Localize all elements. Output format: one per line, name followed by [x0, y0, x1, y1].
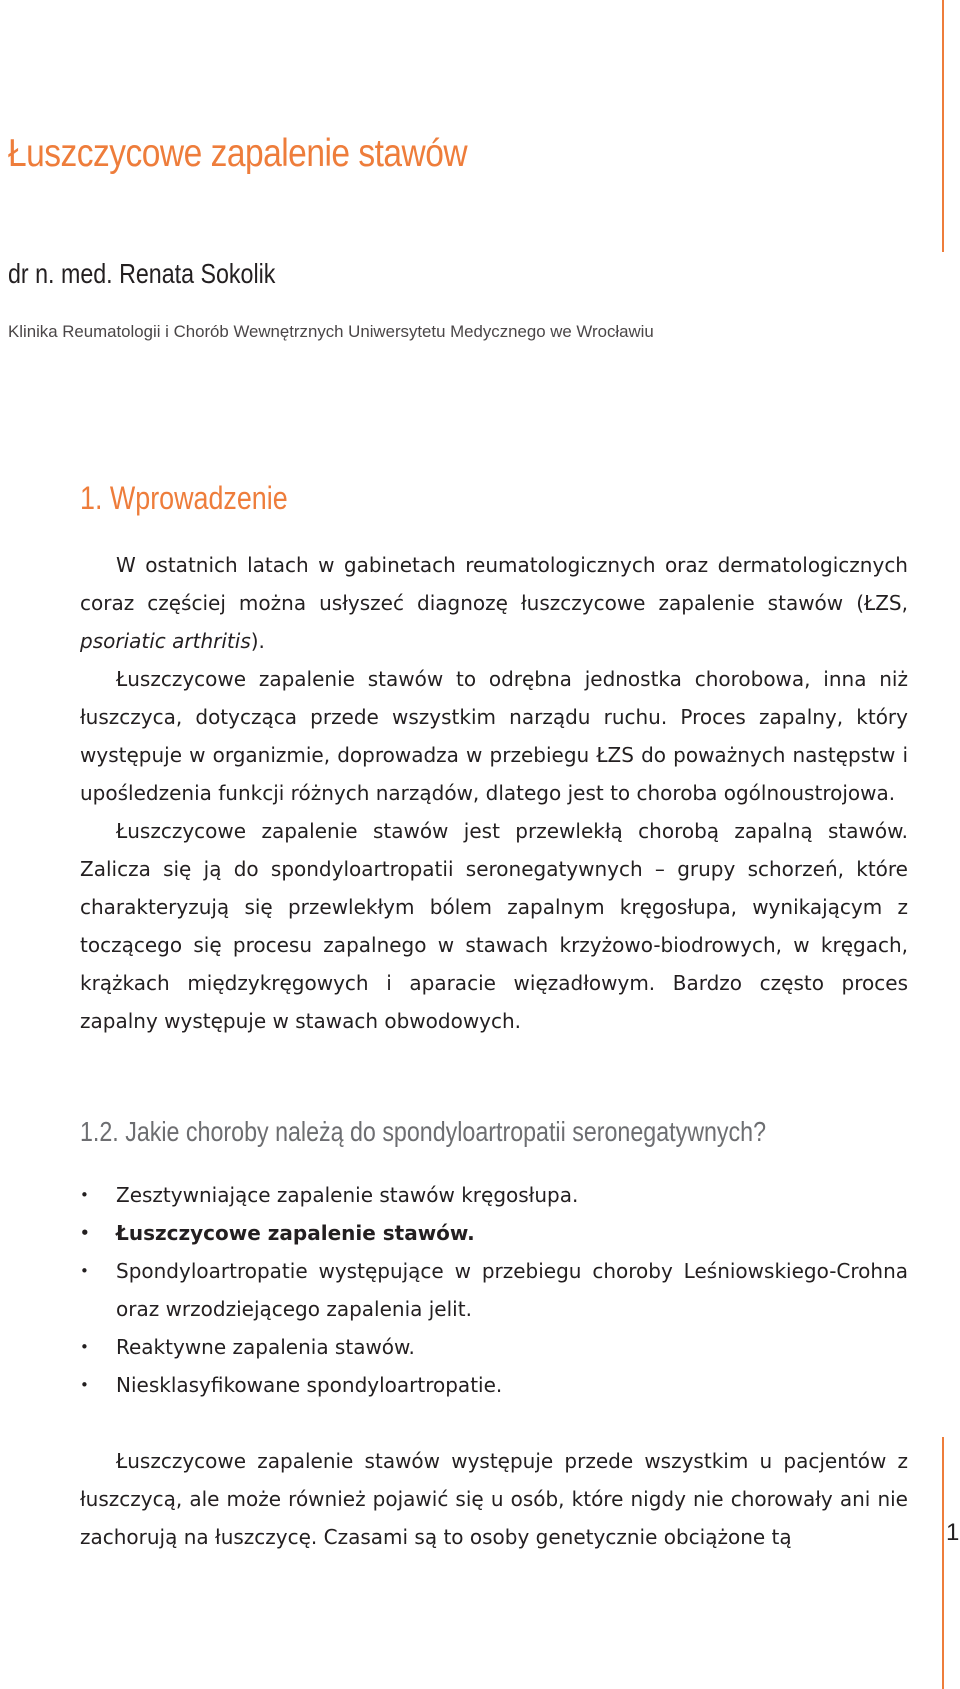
spondyloarthropathy-list [80, 1176, 908, 1404]
list-item-highlighted: • Łuszczycowe zapalenie stawów. [80, 1214, 908, 1252]
page-title: Łuszczycowe zapalenie stawów [8, 132, 468, 175]
page-number: 1 [946, 1519, 960, 1546]
author-affiliation: Klinika Reumatologii i Chorób Wewnętrznych Uniwersytetu Medycznego we Wrocławiu [8, 322, 654, 341]
list-item: • Spondyloartropatie występujące w przebiegu choroby Leśniowskiego-Crohna oraz wrzodziejącego zapalenia jelit. [80, 1252, 908, 1328]
intro-paragraph-1-end: ). [250, 629, 265, 653]
intro-paragraph-1-text: W ostatnich latach w gabinetach reumatologicznych oraz dermatologicznych coraz częściej można usłyszeć diagnozę łuszczycowe zapalenie stawów (ŁZS, [80, 553, 908, 615]
list-item: • Niesklasyfikowane spondyloartropatie. [80, 1366, 908, 1404]
author-name: dr n. med. Renata Sokolik [8, 258, 276, 289]
intro-paragraph-3: Łuszczycowe zapalenie stawów jest przewlekłą chorobą zapalną stawów. Zalicza się ją do spondyloartropatii seronegatywnych – grupy schorzeń, które charakteryzują się przewlekłym bólem zapalnym kręgosłupa, wynikającym z toczącego się procesu zapalnego w stawach krzyżowo-biodrowych, w kręgach, krążkach międzykręgowych i aparacie więzadłowym. Bardzo często proces zapalny występuje w stawach obwodowych. [80, 819, 908, 1033]
intro-paragraph-1-latin-term: psoriatic arthritis [80, 629, 251, 653]
accent-rule-bottom [942, 1437, 944, 1689]
list-item: • Reaktywne zapalenia stawów. [80, 1328, 908, 1366]
introduction-body [80, 546, 908, 1040]
closing-body [80, 1442, 908, 1556]
section-heading-spondyloarthropathies: 1.2. Jakie choroby należą do spondyloartropatii seronegatywnych? [80, 1116, 767, 1147]
section-heading-introduction: 1. Wprowadzenie [80, 480, 288, 516]
intro-paragraph-2: Łuszczycowe zapalenie stawów to odrębna jednostka chorobowa, inna niż łuszczyca, dotycząca przede wszystkim narządu ruchu. Proces zapalny, który występuje w organizmie, doprowadza w przebiegu ŁZS do poważnych następstw i upośledzenia funkcji różnych narządów, dlatego jest to choroba ogólnoustrojowa. [80, 667, 908, 805]
closing-paragraph: Łuszczycowe zapalenie stawów występuje przede wszystkim u pacjentów z łuszczycą, ale może również pojawić się u osób, które nigdy nie chorowały ani nie zachorują na łuszczycę. Czasami są to osoby genetycznie obciążone tą [80, 1449, 908, 1549]
intro-paragraph-1 [80, 546, 908, 660]
list-item: • Zesztywniające zapalenie stawów kręgosłupa. [80, 1176, 908, 1214]
accent-rule-top [942, 0, 944, 252]
